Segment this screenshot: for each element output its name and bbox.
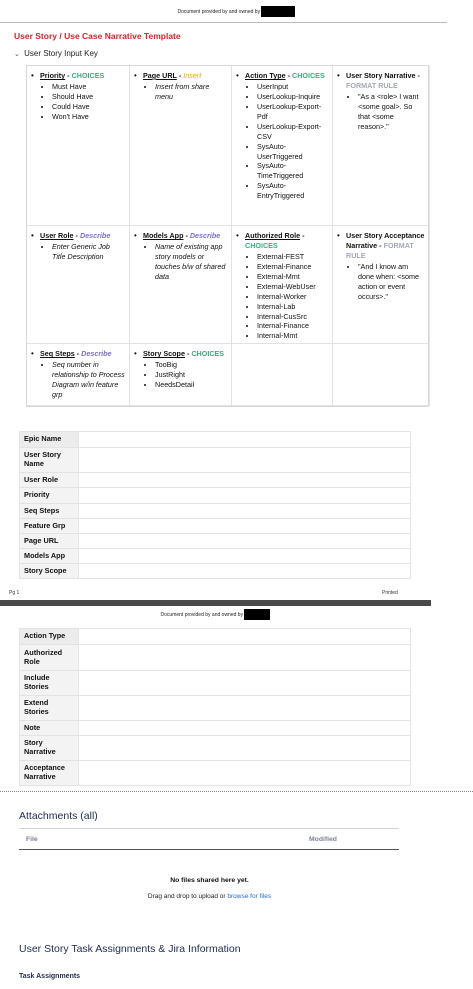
field-value-user-role[interactable] [79,473,411,488]
key-hint: FORMAT RULE [346,80,398,90]
attachments-header [19,828,399,850]
key-item: • Internal-CusSrc [257,312,328,322]
key-item: • "As a <role> I want <some goal>. So that <some reason>." [358,92,425,132]
key-item: • External-WebUser [257,282,328,292]
field-value-action-type[interactable] [79,629,411,645]
field-label: Story Narrative [20,736,79,761]
field-label: Include Stories [20,671,79,696]
task-section-title: User Story Task Assignments & Jira Information [19,943,241,955]
key-item: • Internal-Mmt [257,331,328,341]
field-label: Models App [20,549,79,564]
key-cell-page-url: • Page URL - Insert • Insert from share menu [130,66,232,226]
key-title: Action Type [245,71,286,80]
field-value-priority[interactable] [79,488,411,504]
field-label: Authorized Role [20,645,79,671]
drag-drop-text: Drag and drop to upload or [147,893,226,900]
key-item: • Could Have [52,102,125,112]
page-header [0,609,431,620]
attachments-title: Attachments (all) [19,810,98,822]
input-key-toggle[interactable] [14,49,98,58]
page-break [0,600,431,606]
key-item: • SysAuto-TimeTriggered [257,161,328,181]
key-hint: CHOICES [191,349,225,358]
key-item: • SysAuto-EntryTriggered [257,181,328,201]
field-value-story-scope[interactable] [79,564,411,579]
key-item: • Internal-Worker [257,292,328,302]
field-value-epic-name[interactable] [79,432,411,448]
drop-zone[interactable] [0,893,419,900]
key-item: • UserInput [257,82,328,92]
field-value-extend-stories[interactable] [79,696,411,721]
key-hint: Describe [81,349,112,358]
chevron-down-icon: ⌄ [14,51,20,58]
key-hint: CHOICES [71,71,105,80]
key-item: • "And I know am done when: <some action or event occurs>." [358,262,425,302]
redacted-owner [261,6,295,17]
key-item: • TooBig [155,360,227,370]
key-hint: FORMAT RULE [346,240,414,260]
key-item: • Enter Generic Job Title Description [52,242,125,262]
field-value-models-app[interactable] [79,549,411,564]
key-item: • Internal-Finance [257,321,328,331]
key-title: Page URL [143,71,177,80]
task-assignments-heading: Task Assignments [19,973,81,980]
key-item: • UserLookup-Export-CSV [257,122,328,142]
field-label: Epic Name [20,432,79,448]
empty-state-text: No files shared here yet. [170,877,249,884]
field-value-acceptance-narrative[interactable] [79,761,411,786]
key-hint: Describe [79,231,111,240]
key-title: Priority [40,71,66,80]
key-title: User Story Acceptance Narrative [346,231,425,250]
key-item: • Insert from share menu [155,82,227,102]
key-item: • External-FEST [257,252,328,262]
printed-label: Printed [382,590,398,596]
key-item: • JustRight [155,370,227,380]
field-label: Story Scope [20,564,79,579]
key-item: • NeedsDetail [155,380,227,390]
file-column-header[interactable]: File [26,836,38,843]
key-item: • Seq number in relationship to Process Diagram w/in feature grp [52,360,125,400]
key-title: Story Scope [143,349,185,358]
field-value-include-stories[interactable] [79,671,411,696]
key-title: Models App [143,231,184,240]
key-cell-story-scope: • Story Scope - CHOICES • TooBig • JustRight • NeedsDetail [130,344,232,406]
field-value-feature-grp[interactable] [79,519,411,534]
key-cell-action-type: • Action Type - CHOICES • UserInput • UserLookup-Inquire • UserLookup-Export-Pdf • UserLookup-Export-CSV • SysAuto-UserTriggered • SysAuto-TimeTriggered • SysAuto-EntryTriggered [232,66,333,226]
field-label: Seq Steps [20,504,79,519]
provided-by-text: Document provided by and owned by [177,8,261,15]
key-item: • Won't Have [52,112,125,122]
input-key-label: User Story Input Key [24,49,98,58]
key-item: • Internal-Lab [257,302,328,312]
key-item: • SysAuto-UserTriggered [257,142,328,162]
field-label: User Role [20,473,79,488]
field-value-note[interactable] [79,721,411,736]
redacted-owner [244,609,270,620]
field-label: Priority [20,488,79,504]
page-header [0,6,473,17]
key-item: • Should Have [52,92,125,102]
key-title: Authorized Role [245,231,301,240]
field-label: Note [20,721,79,736]
key-hint: CHOICES [245,240,278,250]
field-value-story-narrative[interactable] [79,736,411,761]
modified-column-header[interactable]: Modified [309,836,337,843]
section-divider [0,791,473,792]
key-cell-user-role: • User Role - Describe • Enter Generic Job Title Description [27,226,130,344]
key-cell-empty [232,344,333,406]
key-title: User Role [40,231,74,240]
key-item: • External-Finance [257,262,328,272]
input-key-grid [26,65,429,407]
field-label: Feature Grp [20,519,79,534]
key-title: Seq Steps [40,349,75,358]
key-hint: CHOICES [292,71,325,80]
field-label: Page URL [20,534,79,549]
key-item: • External-Mmt [257,272,328,282]
field-value-user-story-name[interactable] [79,448,411,473]
key-item: • Must Have [52,82,125,92]
story-fields-table [19,431,411,579]
field-value-seq-steps[interactable] [79,504,411,519]
field-label: Extend Stories [20,696,79,721]
key-cell-acceptance-narrative: • User Story Acceptance Narrative - FORMAT RULE • "And I know am done when: <some action or event occurs>." [333,226,430,344]
key-cell-priority: • Priority - CHOICES • Must Have • Should Have • Could Have • Won't Have [27,66,130,226]
key-cell-authorized-role: • Authorized Role - CHOICES • External-FEST • External-Finance • External-Mmt • External-WebUser • Internal-Worker • Internal-Lab • Internal-CusSrc • Internal-Finance • Internal-Mmt [232,226,333,344]
field-label: User Story Name [20,448,79,473]
key-item: • Name of existing app story models or touches b/w of shared data [155,242,227,282]
key-title: User Story Narrative [346,71,416,80]
key-cell-story-narrative: • User Story Narrative - FORMAT RULE • "As a <role> I want <some goal>. So that <some reason>." [333,66,430,226]
field-value-authorized-role[interactable] [79,645,411,671]
key-item: • UserLookup-Export-Pdf [257,102,328,122]
field-value-page-url[interactable] [79,534,411,549]
field-label: Acceptance Narrative [20,761,79,786]
story-fields-table-2 [19,628,411,786]
key-item: • UserLookup-Inquire [257,92,328,102]
key-cell-models-app: • Models App - Describe • Name of existing app story models or touches b/w of shared data [130,226,232,344]
page-number: Pg 1 [9,590,20,596]
key-hint: Insert [183,71,202,80]
browse-files-link[interactable]: browse for files [227,893,272,900]
provided-by-text: Document provided by and owned by [160,611,244,618]
page-title: User Story / Use Case Narrative Template [14,31,181,41]
key-hint: Describe [189,231,221,240]
header-divider [0,22,447,23]
key-cell-seq-steps: • Seq Steps - Describe • Seq number in relationship to Process Diagram w/in feature grp [27,344,130,406]
field-label: Action Type [20,629,79,645]
key-cell-empty [333,344,430,406]
